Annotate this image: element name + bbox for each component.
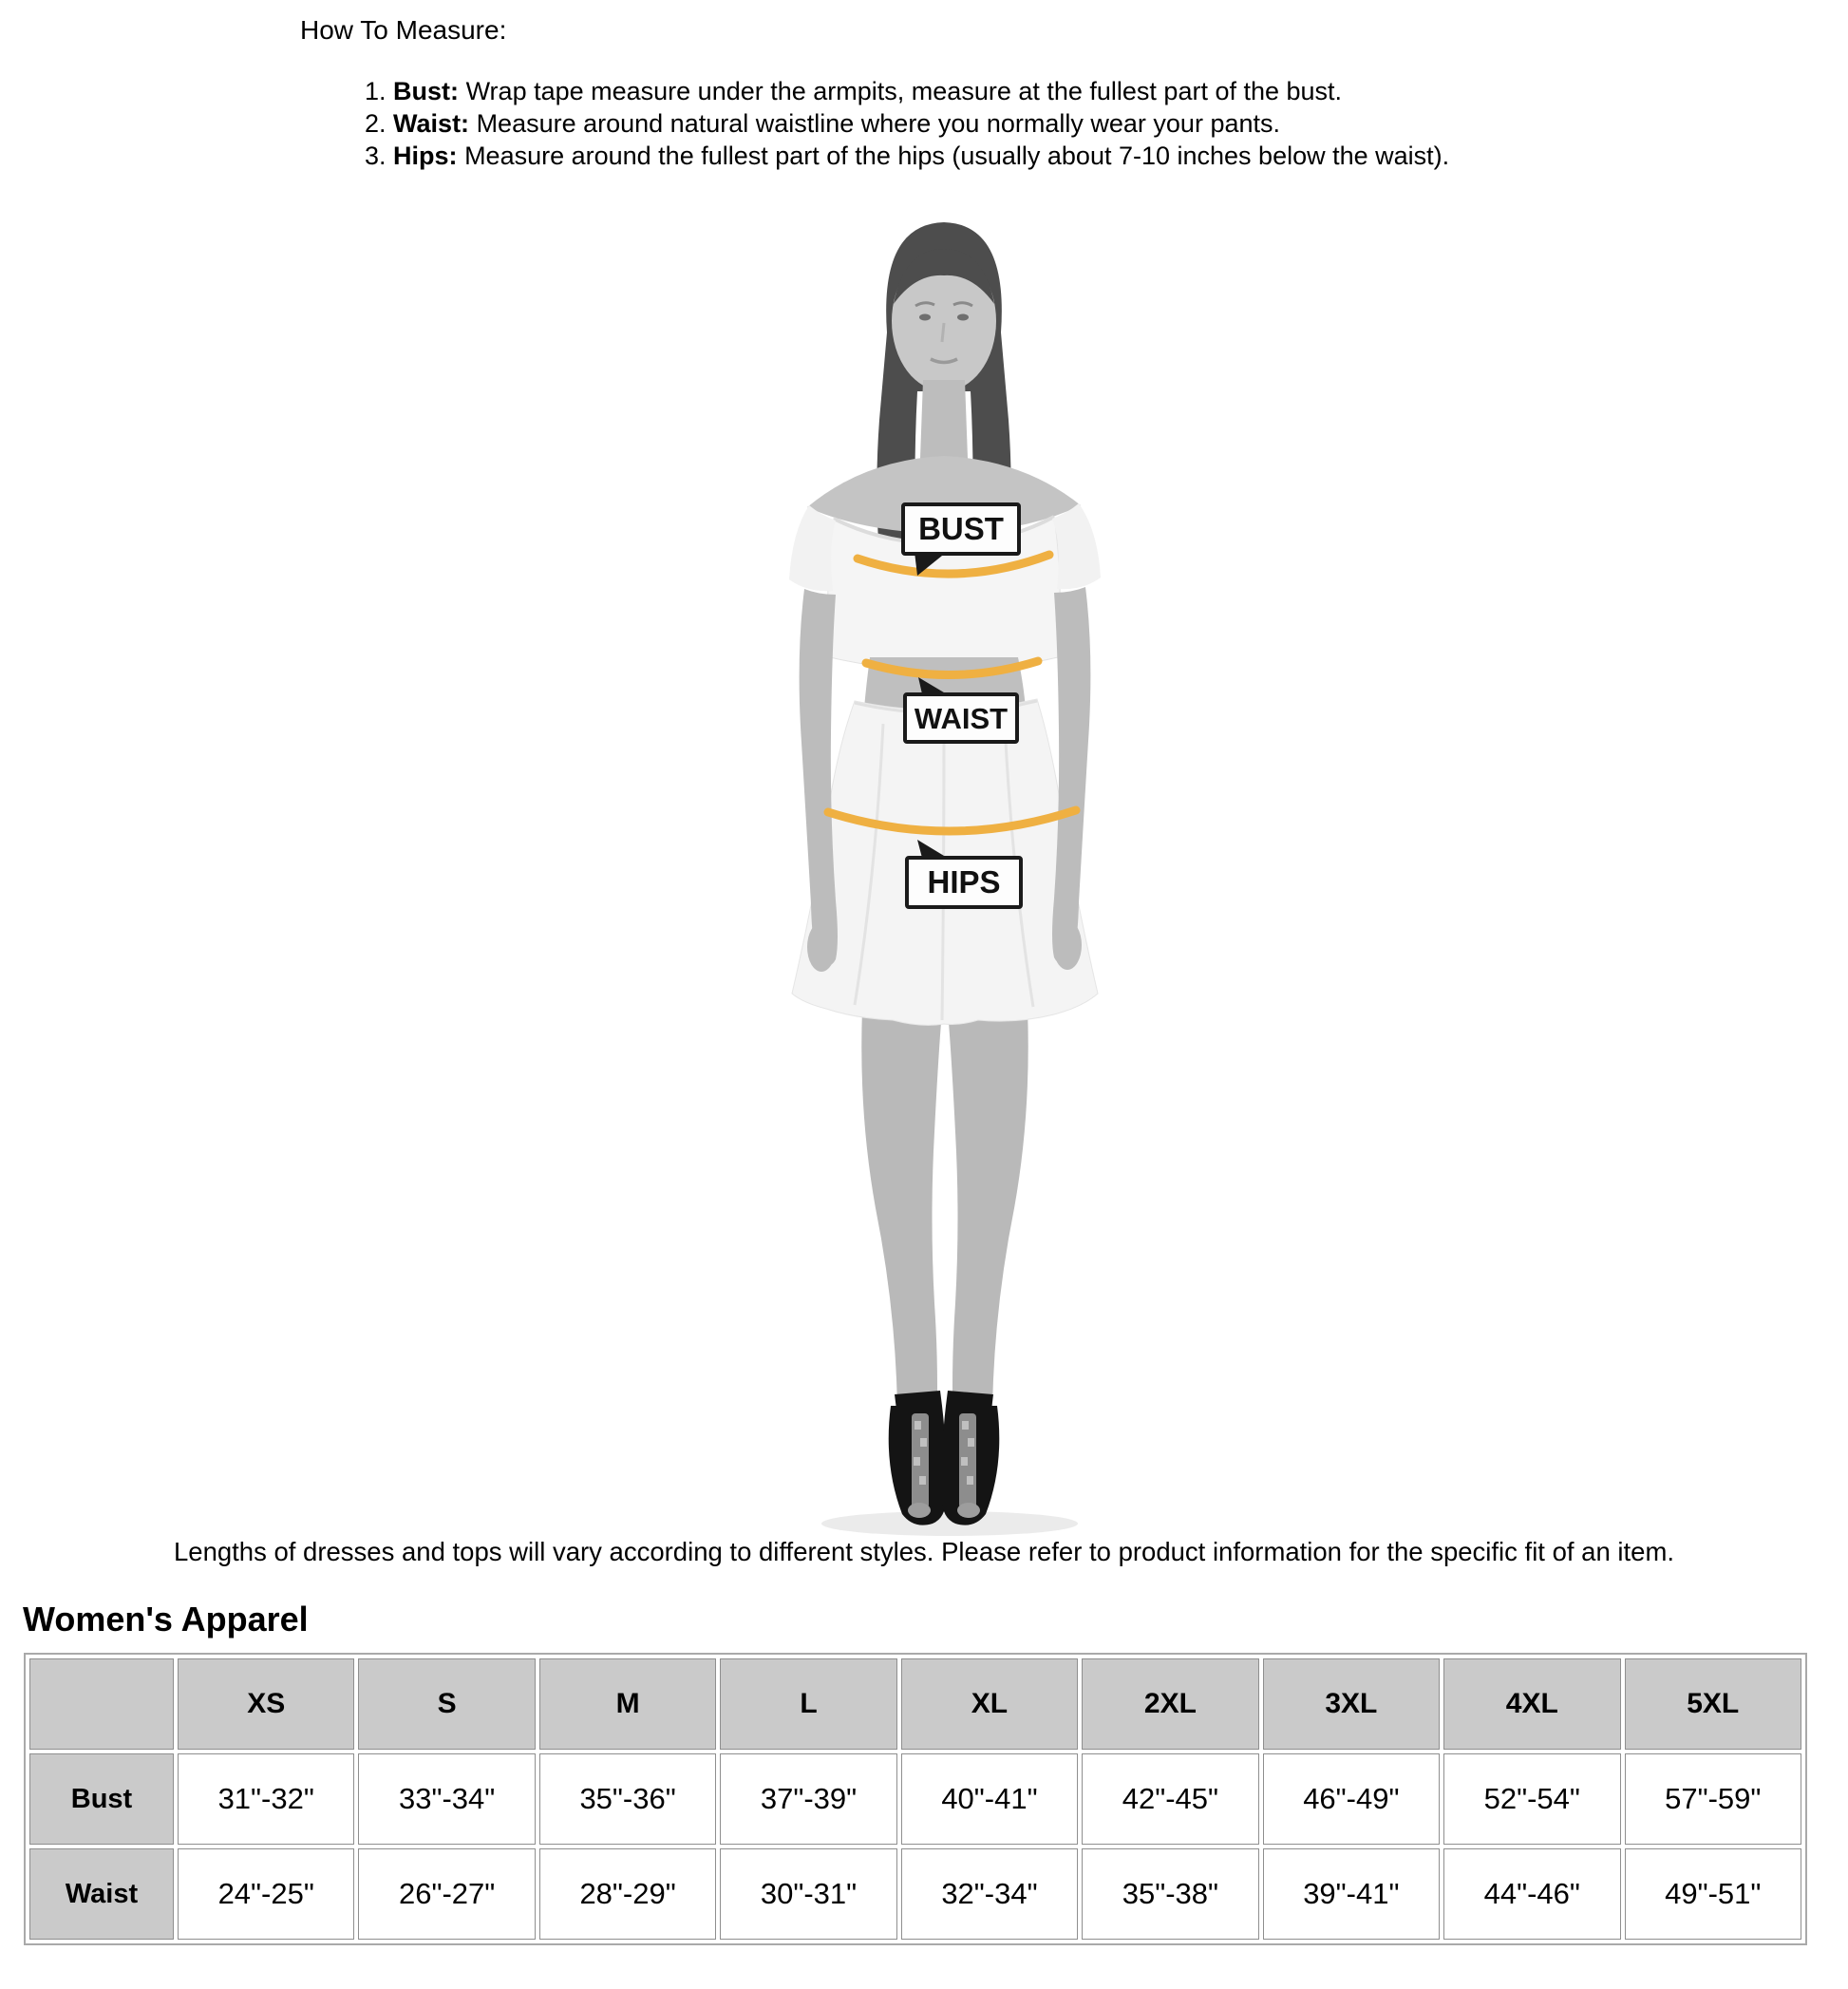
- row-label-waist: Waist: [29, 1848, 174, 1940]
- step-number: 3.: [365, 142, 387, 170]
- step-text: Measure around natural waistline where you normally wear your pants.: [476, 109, 1280, 138]
- gem: [920, 1438, 927, 1447]
- size-table-header-row: [29, 1658, 1801, 1750]
- waist-label-text: WAIST: [914, 702, 1009, 735]
- gem: [914, 1457, 920, 1466]
- waist-value: 32"-34": [901, 1848, 1078, 1940]
- waist-value: 44"-46": [1443, 1848, 1620, 1940]
- bust-value: 37"-39": [720, 1753, 896, 1845]
- section-title: Women's Apparel: [23, 1600, 309, 1639]
- waist-row: [29, 1848, 1801, 1940]
- arm-right: [1052, 587, 1090, 964]
- bust-value: 52"-54": [1443, 1753, 1620, 1845]
- step-text: Measure around the fullest part of the hips (usually about 7-10 inches below the waist).: [464, 142, 1450, 170]
- eye-left: [919, 314, 931, 321]
- bust-label-text: BUST: [918, 511, 1004, 546]
- fit-note: Lengths of dresses and tops will vary according to different styles. Please refer to product information for the specific fit of an item.: [173, 1537, 1674, 1566]
- size-column-header-xl: XL: [901, 1658, 1078, 1750]
- size-column-header-l: L: [720, 1658, 896, 1750]
- measure-step-waist: [365, 107, 1449, 140]
- bust-value: 33"-34": [358, 1753, 535, 1845]
- waist-value: 28"-29": [539, 1848, 716, 1940]
- size-column-header-2xl: 2XL: [1082, 1658, 1258, 1750]
- model-photo: [570, 211, 1329, 1541]
- gem: [915, 1421, 921, 1430]
- hips-label-text: HIPS: [927, 864, 1001, 900]
- how-to-measure-title: How To Measure:: [300, 15, 507, 45]
- step-text: Wrap tape measure under the armpits, measure at the fullest part of the bust.: [465, 77, 1343, 105]
- waist-value: 26"-27": [358, 1848, 535, 1940]
- hand-right: [1053, 920, 1082, 970]
- size-table: [24, 1653, 1807, 1945]
- size-column-header-xs: XS: [178, 1658, 354, 1750]
- bust-value: 40"-41": [901, 1753, 1078, 1845]
- waist-value: 49"-51": [1625, 1848, 1802, 1940]
- model-figure-svg: [570, 211, 1329, 1541]
- table-corner-cell: [29, 1658, 174, 1750]
- size-column-header-5xl: 5XL: [1625, 1658, 1802, 1750]
- bust-row: [29, 1753, 1801, 1845]
- nose: [942, 323, 944, 342]
- gem: [962, 1421, 969, 1430]
- measure-steps: [365, 75, 1449, 172]
- measure-step-hips: [365, 140, 1449, 172]
- waist-value: 30"-31": [720, 1848, 896, 1940]
- sleeve-right: [1052, 503, 1101, 589]
- shoe-left-toe: [908, 1503, 931, 1518]
- sleeve-left: [789, 505, 836, 591]
- size-column-header-m: M: [539, 1658, 716, 1750]
- gem: [968, 1438, 974, 1447]
- bust-value: 46"-49": [1263, 1753, 1440, 1845]
- gem: [961, 1457, 968, 1466]
- gem: [967, 1476, 973, 1485]
- step-number: 1.: [365, 77, 387, 105]
- step-label: Waist:: [393, 109, 470, 138]
- measure-step-bust: [365, 75, 1449, 107]
- size-column-header-3xl: 3XL: [1263, 1658, 1440, 1750]
- waist-value: 35"-38": [1082, 1848, 1258, 1940]
- gem: [919, 1476, 926, 1485]
- row-label-bust: Bust: [29, 1753, 174, 1845]
- shoe-right-toe: [957, 1503, 980, 1518]
- size-column-header-4xl: 4XL: [1443, 1658, 1620, 1750]
- step-label: Bust:: [393, 77, 460, 105]
- bust-value: 31"-32": [178, 1753, 354, 1845]
- step-label: Hips:: [393, 142, 458, 170]
- bust-value: 42"-45": [1082, 1753, 1258, 1845]
- hand-left: [807, 922, 836, 972]
- waist-value: 39"-41": [1263, 1848, 1440, 1940]
- bust-value: 35"-36": [539, 1753, 716, 1845]
- waist-value: 24"-25": [178, 1848, 354, 1940]
- eye-right: [957, 314, 969, 321]
- size-column-header-s: S: [358, 1658, 535, 1750]
- arm-left: [800, 589, 838, 966]
- bust-value: 57"-59": [1625, 1753, 1802, 1845]
- step-number: 2.: [365, 109, 387, 138]
